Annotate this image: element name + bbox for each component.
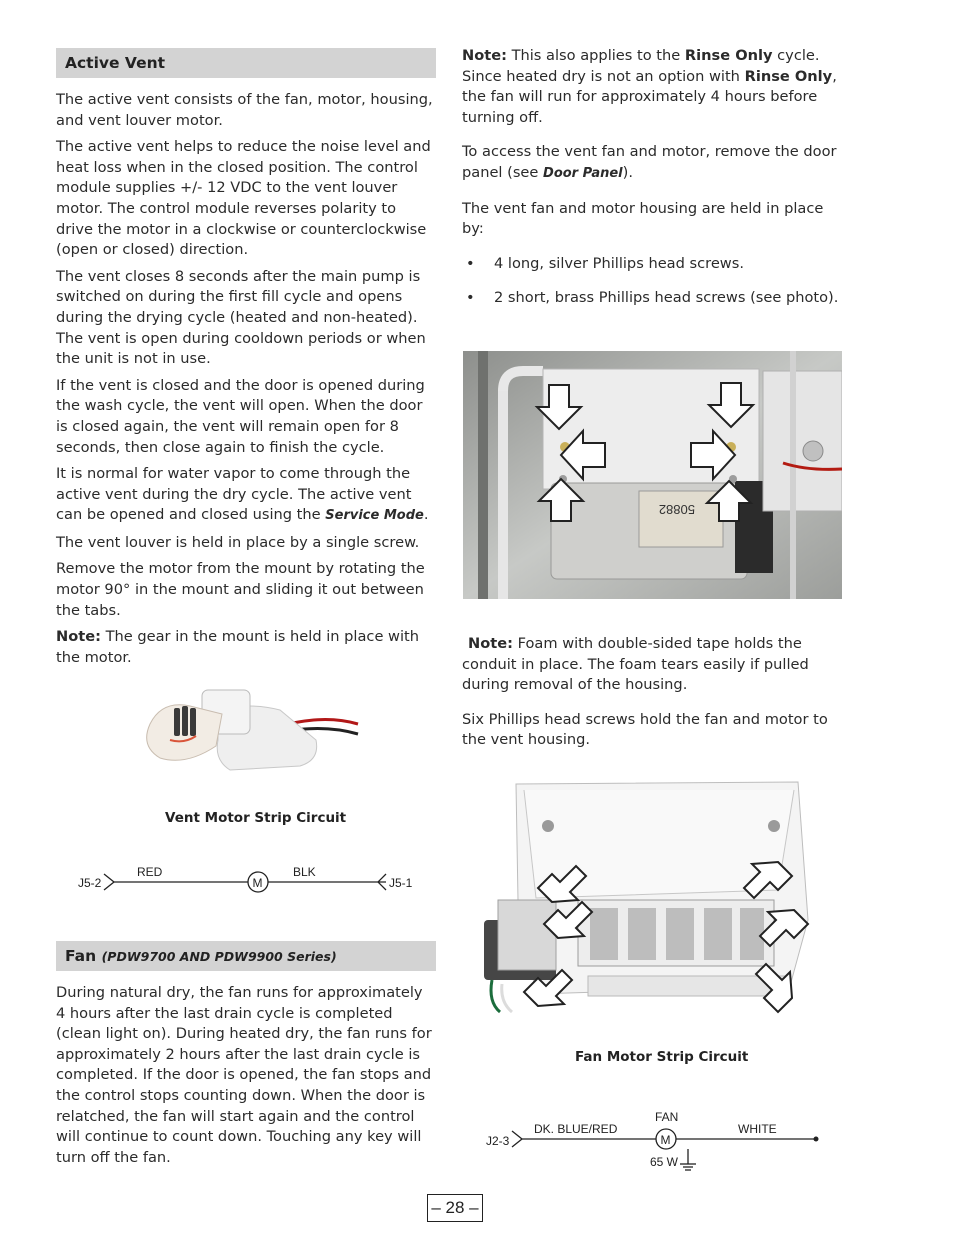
- text: ).: [622, 163, 633, 181]
- section-heading-fan: [56, 941, 436, 971]
- heading-text: Fan: [65, 947, 97, 965]
- note-label: Note:: [56, 628, 101, 646]
- ground-symbol: [680, 1149, 696, 1170]
- paragraph: If the vent is closed and the door is opened during the wash cycle, the vent will open. When the door is closed again, the vent will remain open for 8 seconds, then close again to finish the cycle.: [56, 376, 425, 456]
- note-label: Note:: [462, 47, 507, 64]
- list-item: • 2 short, brass Phillips head screws (see photo).: [462, 288, 842, 309]
- note: [56, 627, 436, 668]
- part-number-label: 50882: [658, 502, 695, 517]
- paragraph: [462, 142, 842, 184]
- screw-list: [462, 254, 842, 309]
- fan-housing-photo: [478, 780, 820, 1015]
- note-text: Foam with double-sided tape holds the conduit in place. The foam tears easily if pulled during removal of the housing.: [462, 635, 809, 694]
- paragraph: The vent louver is held in place by a single screw.: [56, 533, 420, 551]
- motor-label: M: [660, 1133, 671, 1147]
- left-column: [56, 48, 436, 674]
- text: To access the vent fan and motor, remove the door panel (see: [462, 143, 837, 181]
- terminal-j5-2: J5-2: [78, 876, 102, 890]
- note: [462, 634, 842, 696]
- text: It is normal for water vapor to come through the active vent during the dry cycle. The active vent can be opened and closed using the: [56, 465, 412, 524]
- text: cycle. Since heated dry is not an option with: [462, 47, 820, 85]
- terminal-j2-3: J2-3: [486, 1134, 510, 1148]
- note-text: The gear in the mount is held in place with the motor.: [56, 628, 420, 666]
- wire-blk-label: BLK: [293, 865, 316, 879]
- right-column: [462, 46, 842, 323]
- note: [462, 46, 842, 128]
- vent-motor-photo: [130, 680, 362, 780]
- list-item: • 4 long, silver Phillips head screws.: [462, 254, 842, 275]
- fan-motor-circuit-diagram: [484, 1104, 829, 1174]
- vent-housing-photo: [463, 351, 842, 599]
- vent-motor-circuit-diagram: [74, 860, 424, 900]
- wire-white-label: WHITE: [738, 1122, 777, 1136]
- paragraph: The vent fan and motor housing are held in place by:: [462, 199, 824, 238]
- fan-section: [56, 941, 436, 1174]
- note-label: Note:: [468, 635, 513, 652]
- rinse-only-ref: Rinse Only: [684, 47, 773, 64]
- page-number: – 28 –: [427, 1194, 483, 1222]
- service-mode-ref: Service Mode: [325, 508, 424, 524]
- rinse-only-ref: Rinse Only: [744, 67, 833, 85]
- paragraph: [56, 464, 436, 527]
- terminal-j5-1: J5-1: [389, 876, 413, 890]
- paragraph: Remove the motor from the mount by rotating the motor 90° in the mount and sliding it out between the tabs.: [56, 560, 425, 619]
- heading-subtitle: (PDW9700 AND PDW9900 Series): [101, 949, 337, 964]
- text: , the fan will run for approximately 4 hours before turning off.: [462, 67, 837, 126]
- text: This also applies to the: [506, 47, 685, 64]
- wire-red-label: RED: [137, 865, 163, 879]
- heading-text: Active Vent: [65, 54, 166, 72]
- paragraph: During natural dry, the fan runs for approximately 4 hours after the last drain cycle is completed (clean light on). During heated dry, the fan runs for approximately 2 hours after the last drain cycle is completed. If the door is opened, the fan stops and the control stops counting down. When the door is relatched, the fan will start again and the control will continue to count down. Touching any key will turn off the fan.: [56, 984, 432, 1166]
- motor-label: M: [252, 876, 263, 890]
- paragraph: Six Phillips head screws hold the fan and motor to the vent housing.: [462, 710, 828, 749]
- wire-dk-blue-red-label: DK. BLUE/RED: [534, 1122, 618, 1136]
- ground-label: 65 W: [650, 1155, 679, 1169]
- fan-label: FAN: [655, 1110, 679, 1124]
- fan-circuit-title: Fan Motor Strip Circuit: [575, 1049, 749, 1065]
- section-heading-active-vent: [56, 48, 436, 78]
- paragraph: The active vent consists of the fan, motor, housing, and vent louver motor.: [56, 91, 433, 129]
- wire-endpoint: [814, 1137, 819, 1142]
- paragraph: The active vent helps to reduce the noise level and heat loss when in the closed position. The control module supplies +/- 12 VDC to the vent louver motor. The control module reverses polarity to drive the motor in a clockwise or counterclockwise (open or closed) direction.: [56, 138, 431, 259]
- right-lower-text: [462, 634, 842, 757]
- door-panel-ref: Door Panel: [543, 165, 623, 181]
- paragraph: The vent closes 8 seconds after the main pump is switched on during the first fill cycle and opens during the drying cycle (heated and non-heated). The vent is open during cooldown periods or when the unit is not in use.: [56, 267, 426, 368]
- text: .: [423, 506, 429, 524]
- vent-circuit-title: Vent Motor Strip Circuit: [165, 810, 347, 826]
